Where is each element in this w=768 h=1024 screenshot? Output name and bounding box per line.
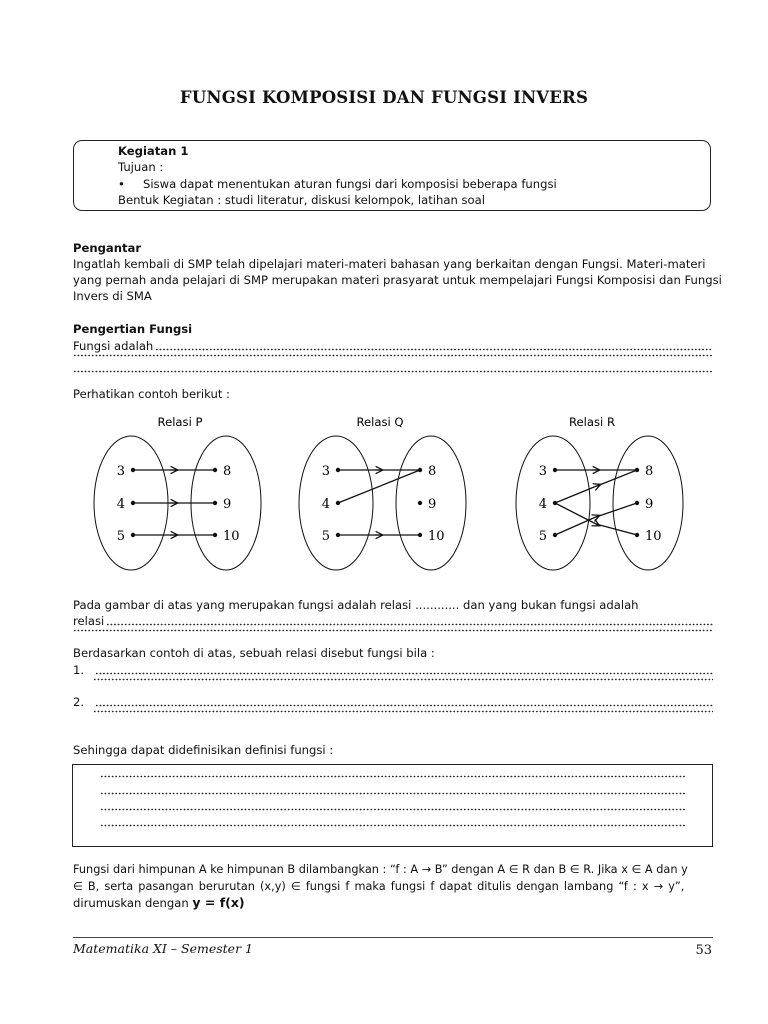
codomain-value-label: 8 (428, 464, 437, 479)
relation-q-diagram (299, 415, 466, 570)
relation-p-diagram (94, 415, 261, 570)
domain-value-label: 4 (321, 497, 330, 512)
example-intro: Perhatikan contoh berikut : (73, 387, 230, 401)
fill-in-blank[interactable] (100, 775, 685, 778)
codomain-value-label: 10 (428, 529, 445, 544)
notation-line: Fungsi dari himpunan A ke himpunan B dilambangkan : “f : A → B” dengan A ∈ R dan B ∈ R. Jika x ∈ A dan y (73, 863, 688, 876)
relation-label: Relasi R (569, 415, 615, 429)
activity-form: Bentuk Kegiatan : studi literatur, diskusi kelompok, latihan soal (118, 193, 485, 207)
domain-value-label: 4 (538, 497, 547, 512)
intro-heading: Pengantar (73, 241, 142, 255)
codomain-value-label: 10 (223, 529, 240, 544)
codomain-value-point (213, 468, 217, 472)
goal-item: Siswa dapat menentukan aturan fungsi dari komposisi beberapa fungsi (143, 177, 557, 191)
domain-value-point (336, 468, 340, 472)
domain-value-label: 3 (538, 464, 547, 479)
relation-label-text: relasi (73, 614, 105, 628)
domain-value-point (131, 501, 135, 505)
codomain-value-label: 9 (223, 497, 232, 512)
domain-value-point (131, 468, 135, 472)
fill-in-blank[interactable] (106, 623, 713, 626)
fill-in-blank[interactable] (95, 704, 713, 707)
fill-in-blank[interactable] (73, 370, 713, 373)
fill-in-blank[interactable] (93, 710, 713, 713)
codomain-value-point (418, 468, 422, 472)
definition-heading: Pengertian Fungsi (73, 322, 193, 336)
codomain-value-label: 9 (645, 497, 654, 512)
bullet-icon: • (118, 177, 125, 191)
codomain-value-label: 9 (428, 497, 437, 512)
codomain-value-point (418, 533, 422, 537)
activity-heading: Kegiatan 1 (118, 144, 189, 158)
domain-value-label: 4 (116, 497, 125, 512)
codomain-value-point (418, 501, 422, 505)
domain-value-point (553, 501, 557, 505)
domain-value-point (553, 468, 557, 472)
codomain-value-point (213, 501, 217, 505)
codomain-value-point (635, 533, 639, 537)
domain-value-label: 5 (116, 529, 125, 544)
condition-intro: Berdasarkan contoh di atas, sebuah relasi disebut fungsi bila : (73, 646, 435, 660)
codomain-value-label: 8 (223, 464, 232, 479)
codomain-value-label: 10 (645, 529, 662, 544)
intro-line: yang pernah anda pelajari di SMP merupakan materi prasyarat untuk mempelajari Fungsi Komposisi dan Fungsi (73, 273, 722, 287)
domain-value-point (336, 501, 340, 505)
notation-line: ∈ B, serta pasangan berurutan (x,y) ∈ fungsi f maka fungsi f dapat ditulis dengan lambang “f : x → y”, (73, 880, 685, 893)
goal-label: Tujuan : (118, 160, 164, 174)
domain-value-point (131, 533, 135, 537)
footer-divider (73, 937, 713, 938)
domain-value-label: 3 (116, 464, 125, 479)
definition-prompt: Sehingga dapat didefinisikan definisi fungsi : (73, 743, 334, 757)
intro-line: Invers di SMA (73, 289, 152, 303)
book-title: Matematika XI – Semester 1 (73, 941, 253, 956)
intro-line: Ingatlah kembali di SMP telah dipelajari materi-materi bahasan yang berkaitan dengan Fungsi. Materi-materi (73, 257, 706, 271)
notation-prefix: dirumuskan dengan (73, 896, 193, 910)
codomain-value-point (635, 501, 639, 505)
fill-in-blank[interactable] (95, 672, 713, 675)
domain-value-label: 3 (321, 464, 330, 479)
fill-in-blank[interactable] (73, 354, 713, 357)
fill-in-blank[interactable] (155, 348, 713, 351)
relation-diagrams (0, 400, 768, 580)
relation-r-diagram (516, 415, 683, 570)
page-title: FUNGSI KOMPOSISI DAN FUNGSI INVERS (179, 88, 589, 107)
fill-in-blank[interactable] (100, 824, 685, 827)
codomain-value-point (213, 533, 217, 537)
codomain-value-label: 8 (645, 464, 654, 479)
codomain-value-point (635, 468, 639, 472)
domain-value-label: 5 (538, 529, 547, 544)
fill-in-blank[interactable] (100, 792, 685, 795)
domain-value-point (336, 533, 340, 537)
item-number: 2. (73, 695, 85, 709)
domain-value-label: 5 (321, 529, 330, 544)
domain-value-point (553, 533, 557, 537)
page-number: 53 (695, 943, 712, 958)
relation-label: Relasi Q (356, 415, 404, 429)
function-is-label: Fungsi adalah (73, 339, 154, 353)
function-formula: y = f(x) (192, 895, 245, 910)
question-function-relation: Pada gambar di atas yang merupakan fungsi adalah relasi ............ dan yang bukan fungsi adalah (73, 598, 639, 612)
item-number: 1. (73, 663, 85, 677)
fill-in-blank[interactable] (93, 678, 713, 681)
relation-label: Relasi P (157, 415, 203, 429)
fill-in-blank[interactable] (73, 629, 713, 632)
fill-in-blank[interactable] (100, 808, 685, 811)
